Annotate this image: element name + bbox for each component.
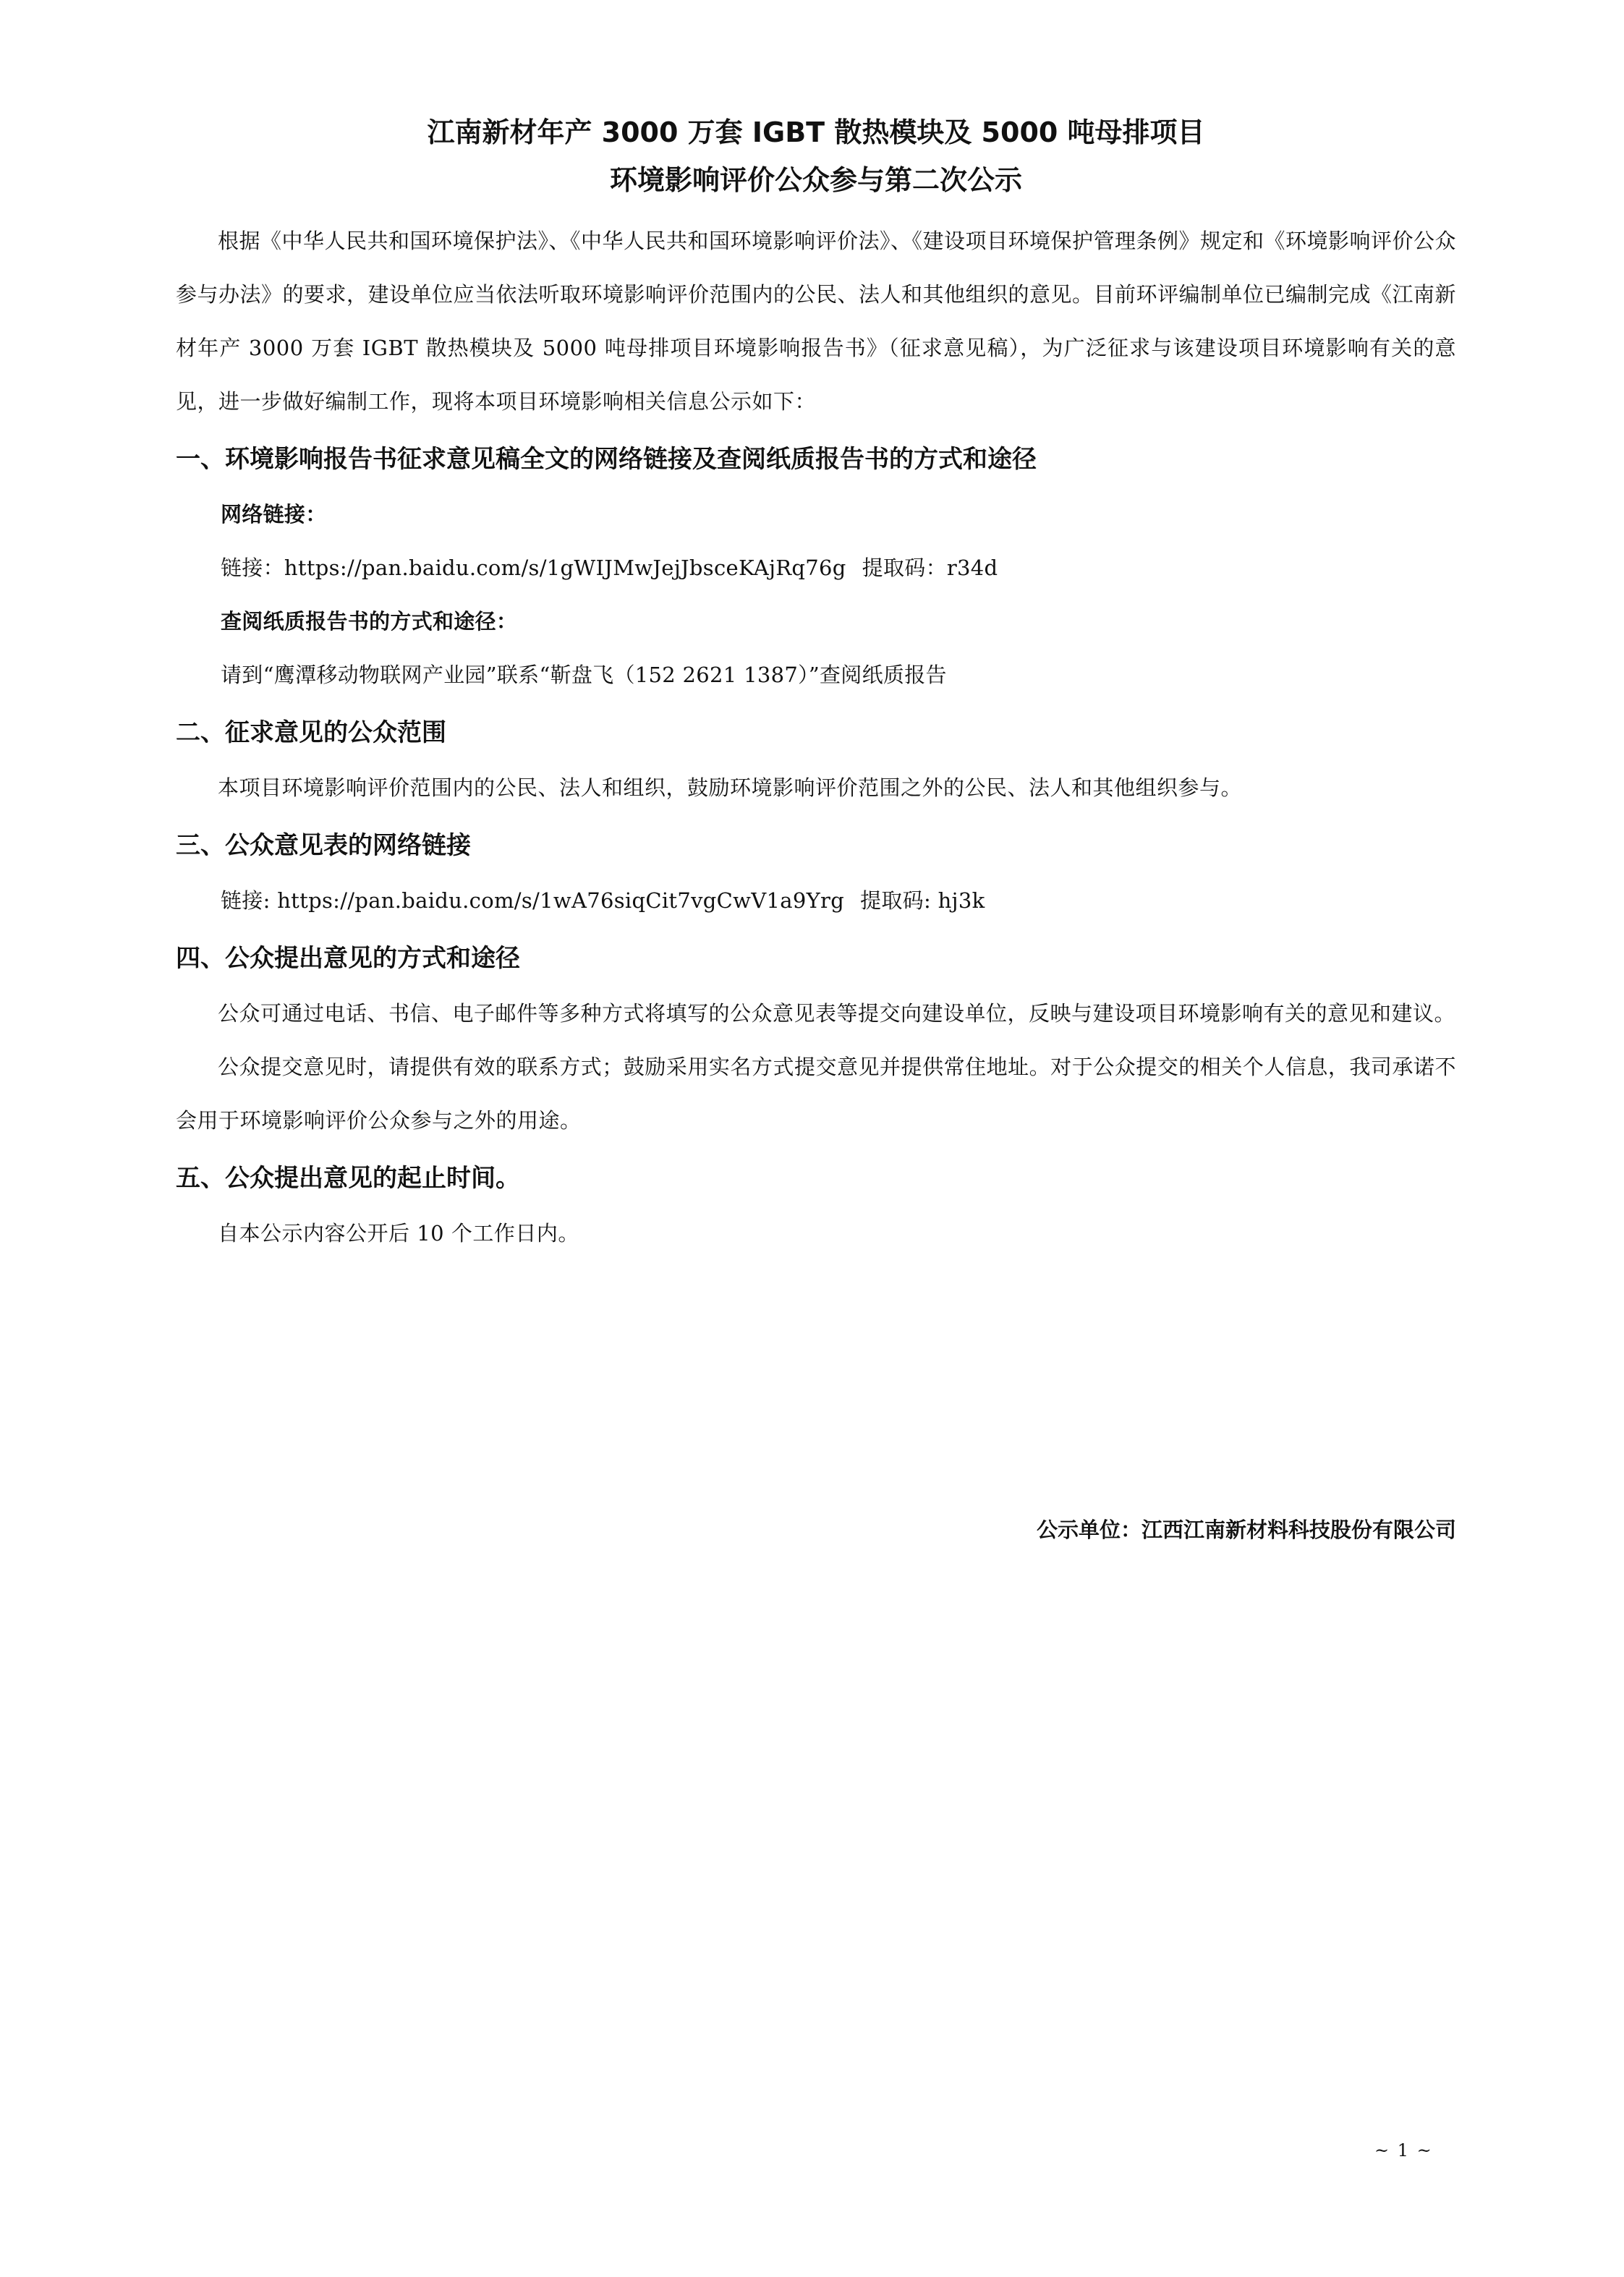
document-title-line1: 江南新材年产 3000 万套 IGBT 散热模块及 5000 吨母排项目 xyxy=(427,116,1205,148)
paper-report-text: 请到“鹰潭移动物联网产业园”联系“靳盘飞（152 2621 1387）”查阅纸质报告 xyxy=(221,663,947,687)
time-period-text: 自本公示内容公开后 10 个工作日内。 xyxy=(218,1221,579,1246)
opinion-form-extract-code: 提取码: hj3k xyxy=(860,888,985,913)
report-extract-code: 提取码：r34d xyxy=(862,556,998,580)
submission-methods-paragraph: 公众可通过电话、书信、电子邮件等多种方式将填写的公众意见表等提交向建设单位，反映与建设项目环境影响有关的意见和建议。 xyxy=(218,1001,1456,1026)
opinion-form-link-line xyxy=(176,874,1456,927)
section2-heading: 二、征求意见的公众范围 xyxy=(176,718,446,747)
title-block xyxy=(176,108,1456,204)
publisher-signature: 公示单位：江西江南新材料科技股份有限公司 xyxy=(1036,1518,1456,1542)
public-scope-text: 本项目环境影响评价范围内的公民、法人和组织，鼓励环境影响评价范围之外的公民、法人和其他组织参与。 xyxy=(218,775,1243,800)
network-link-label: 网络链接： xyxy=(221,502,327,527)
opinion-form-link[interactable]: 链接: https://pan.baidu.com/s/1wA76siqCit7vgCwV1a9Yrg xyxy=(221,888,845,913)
document-content xyxy=(176,108,1456,1260)
document-title-line2: 环境影响评价公众参与第二次公示 xyxy=(609,164,1022,196)
paper-report-label: 查阅纸质报告书的方式和途径： xyxy=(221,609,518,634)
report-link-line xyxy=(176,541,1456,595)
section1-heading: 一、环境影响报告书征求意见稿全文的网络链接及查阅纸质报告书的方式和途径 xyxy=(176,445,1037,474)
page-number: ~ 1 ~ xyxy=(1374,2140,1433,2161)
report-link[interactable]: 链接：https://pan.baidu.com/s/1gWIJMwJejJbsceKAjRq76g xyxy=(221,556,846,580)
privacy-paragraph: 公众提交意见时，请提供有效的联系方式；鼓励采用实名方式提交意见并提供常住地址。对于公众提交的相关个人信息，我司承诺不会用于环境影响评价公众参与之外的用途。 xyxy=(176,1055,1456,1133)
section3-heading: 三、公众意见表的网络链接 xyxy=(176,831,471,860)
intro-paragraph: 根据《中华人民共和国环境保护法》、《中华人民共和国环境影响评价法》、《建设项目环境保护管理条例》规定和《环境影响评价公众参与办法》的要求，建设单位应当依法听取环境影响评价范围内的公民、法人和其他组织的意见。目前环评编制单位已编制完成《江南新材年产 3000 万套 IGBT 散热模块及 5000 吨母排项目环境影响报告书》（征求意见稿），为广泛征求与该建设项目环境影响有关的意见，进一步做好编制工作，现将本项目环境影响相关信息公示如下： xyxy=(176,229,1457,414)
section5-heading: 五、公众提出意见的起止时间。 xyxy=(176,1164,520,1193)
section4-heading: 四、公众提出意见的方式和途径 xyxy=(176,944,520,973)
